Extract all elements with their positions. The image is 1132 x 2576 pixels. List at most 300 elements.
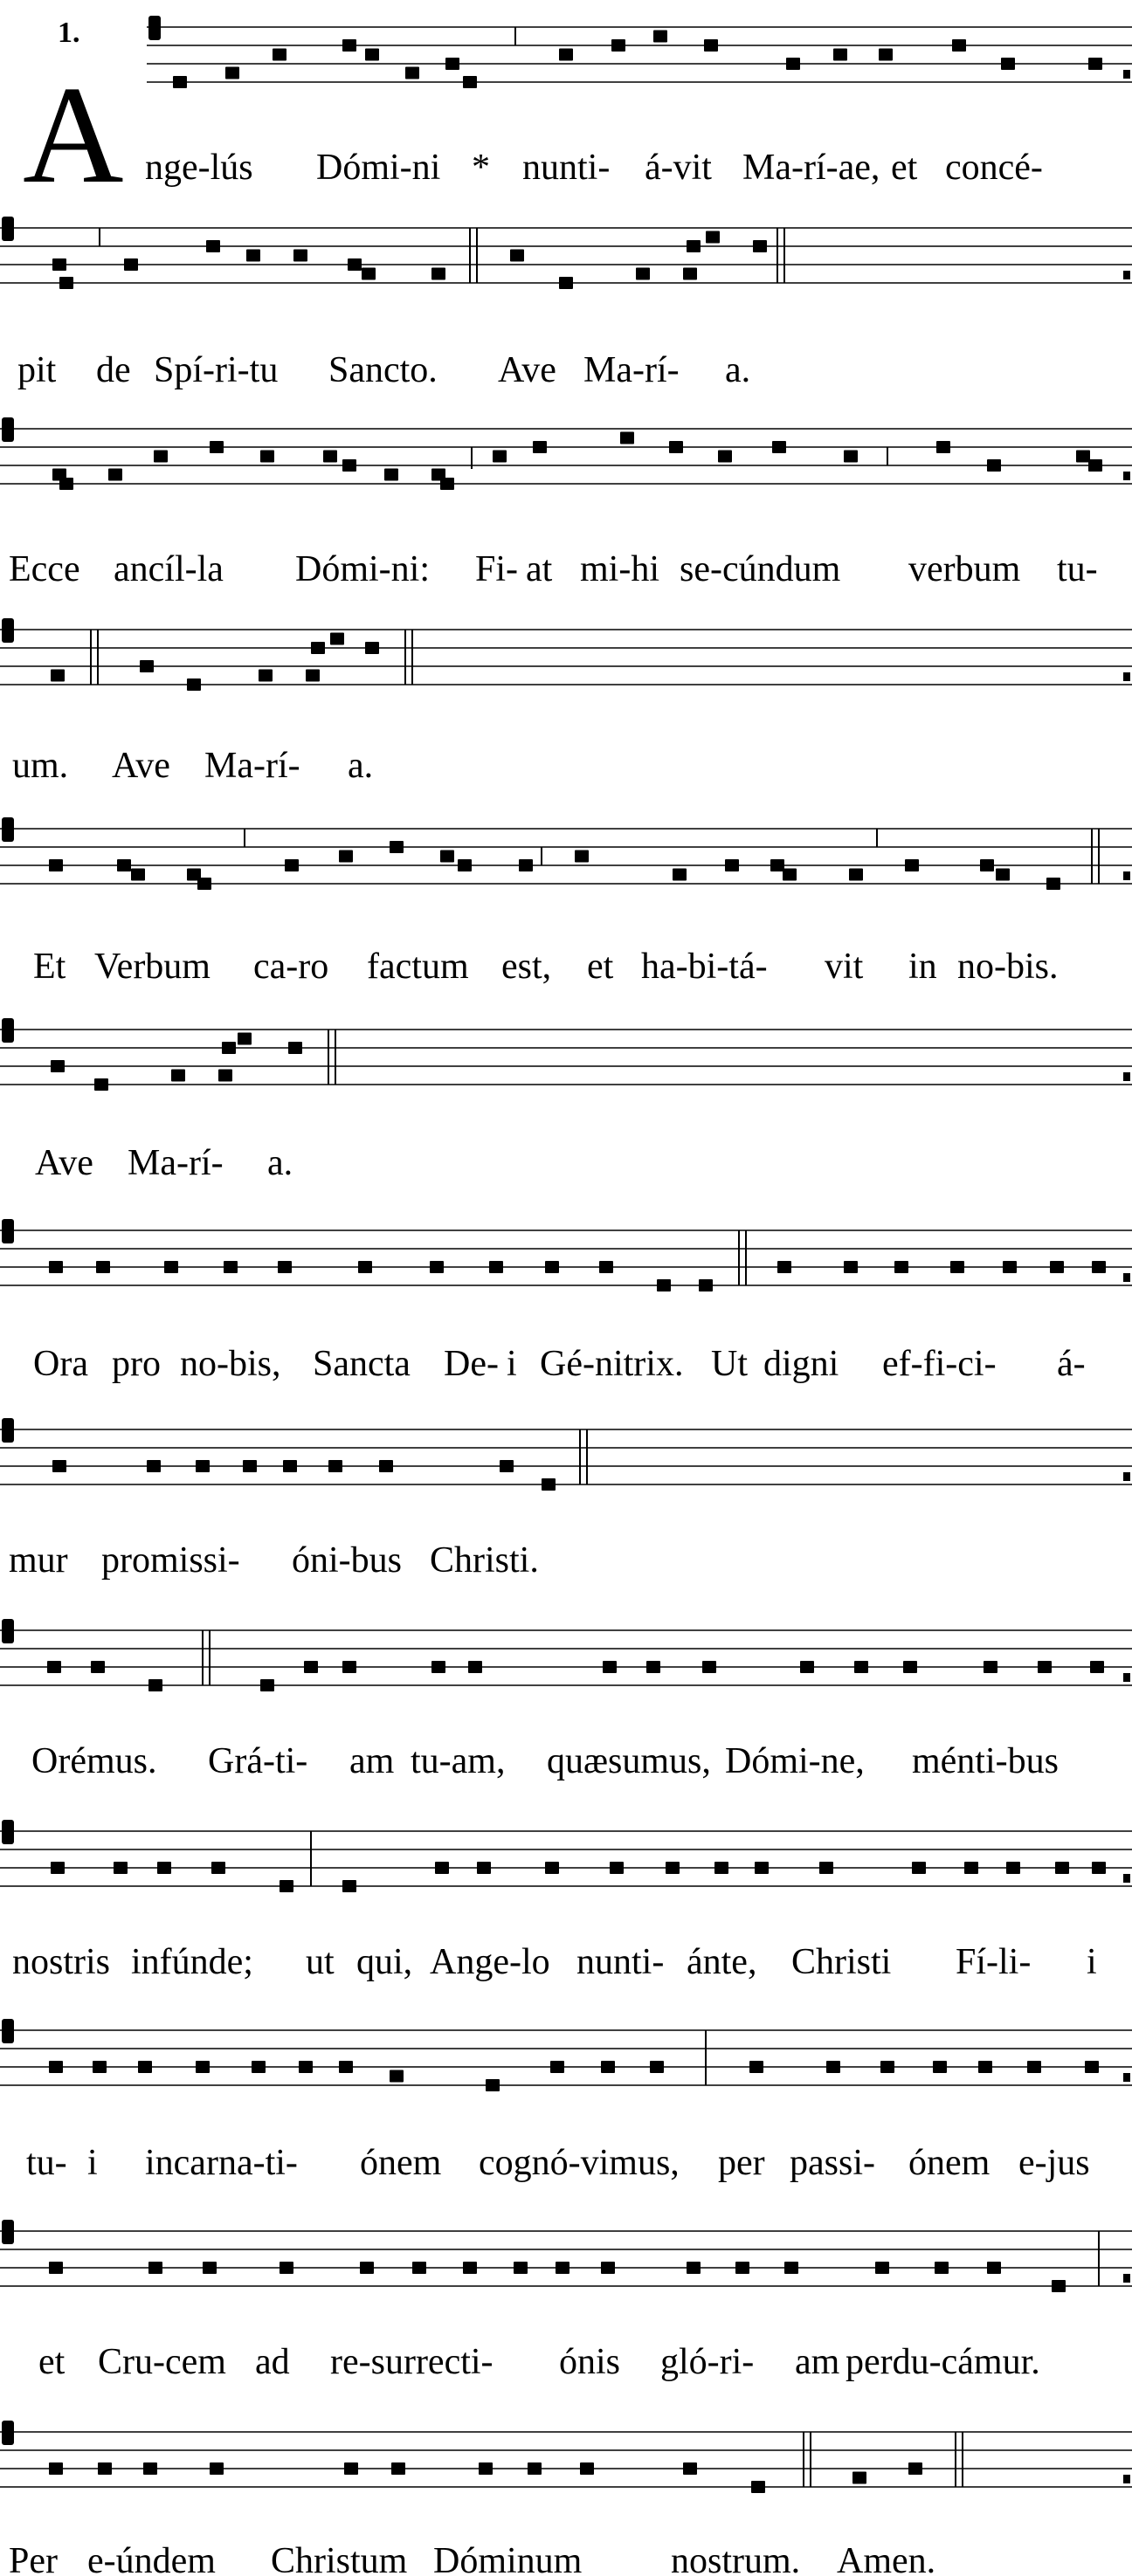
syllable: Ma-rí-	[583, 350, 680, 390]
neume-punctum	[379, 1460, 393, 1472]
neume-punctum	[225, 67, 239, 79]
syllable: Et	[33, 947, 66, 987]
syllable: pro	[112, 1344, 161, 1384]
lyric-line-2	[17, 350, 750, 390]
neume-punctum	[1088, 58, 1102, 70]
syllable: perdu-cámur.	[846, 2342, 1040, 2382]
neume-punctum	[849, 869, 863, 881]
syllable: e-jus	[1018, 2143, 1090, 2183]
lyric-line-1	[145, 148, 1043, 188]
neume-punctum	[173, 76, 187, 88]
neume-punctum	[288, 1042, 302, 1054]
neume-punctum	[1088, 459, 1102, 472]
neume-punctum	[772, 441, 786, 453]
syllable: per	[718, 2143, 765, 2183]
neume-punctum	[171, 1070, 185, 1082]
syllable: ha-bi-tá-	[641, 947, 768, 987]
neume-punctum	[358, 1261, 372, 1273]
neume-punctum	[211, 1862, 225, 1874]
neume-punctum	[280, 1880, 293, 1892]
neume-punctum	[431, 1661, 445, 1673]
initial-letter: A	[23, 57, 124, 212]
neume-punctum	[666, 1862, 680, 1874]
syllable: digni	[763, 1344, 839, 1384]
neume-punctum	[405, 67, 419, 79]
neume-punctum	[339, 851, 353, 863]
neume-punctum	[528, 2462, 542, 2475]
neume-punctum	[278, 1261, 292, 1273]
neume-punctum	[1092, 1862, 1106, 1874]
syllable: Ange-lo	[430, 1942, 550, 1982]
syllable: concé-	[945, 148, 1043, 188]
syllable: re-surrecti-	[330, 2342, 494, 2382]
neume-punctum	[611, 39, 625, 52]
syllable: Sancta	[313, 1344, 411, 1384]
neume-punctum	[1038, 1661, 1052, 1673]
neume-punctum	[936, 441, 950, 453]
neume-punctum	[1090, 1661, 1104, 1673]
neume-punctum	[699, 1279, 713, 1291]
neume-punctum	[1006, 1862, 1020, 1874]
syllable: am	[349, 1741, 395, 1781]
syllable: e-úndem	[87, 2541, 216, 2576]
neume-punctum	[545, 1261, 559, 1273]
neume-punctum	[342, 39, 356, 52]
syllable: Christi	[791, 1942, 892, 1982]
syllable: nostrum.	[671, 2541, 801, 2576]
neume-punctum	[714, 1862, 728, 1874]
neume-punctum	[260, 451, 274, 463]
syllable: óni-bus	[292, 1540, 402, 1581]
custos-icon	[1123, 472, 1130, 480]
neume-punctum	[311, 642, 325, 654]
neume-punctum	[285, 859, 299, 871]
custos-icon	[1123, 1273, 1130, 1282]
neume-punctum	[164, 1261, 178, 1273]
neume-punctum	[218, 1070, 232, 1082]
neume-punctum	[131, 869, 145, 881]
neume-punctum	[440, 851, 454, 863]
neume-punctum	[348, 258, 362, 271]
custos-icon	[1123, 672, 1130, 681]
neume-punctum	[91, 1661, 105, 1673]
neume-punctum	[653, 31, 667, 43]
neume-punctum	[854, 1661, 868, 1673]
neume-punctum	[259, 670, 273, 682]
neume-punctum	[293, 250, 307, 262]
neume-punctum	[435, 1862, 449, 1874]
neume-punctum	[206, 240, 220, 252]
neume-punctum	[222, 1042, 236, 1054]
custos-icon	[1123, 871, 1130, 880]
lyric-line-13	[9, 2541, 935, 2576]
neume-punctum	[908, 2462, 922, 2475]
syllable: Sancto.	[328, 350, 438, 390]
c-clef-icon	[2, 2220, 14, 2244]
c-clef-icon	[2, 2421, 14, 2445]
custos-icon	[1123, 2274, 1130, 2283]
c-clef-icon	[2, 1619, 14, 1643]
syllable: Fi-	[475, 549, 519, 589]
syllable: nunti-	[522, 148, 611, 188]
neume-punctum	[108, 469, 122, 481]
neume-punctum	[510, 250, 524, 262]
lyric-line-9	[31, 1741, 1059, 1781]
neume-punctum	[786, 58, 800, 70]
syllable: tu-	[26, 2143, 67, 2183]
neume-punctum	[819, 1862, 833, 1874]
syllable: ancíl-la	[114, 549, 224, 589]
neume-punctum	[575, 851, 589, 863]
syllable: de	[96, 350, 131, 390]
syllable: am	[795, 2342, 840, 2382]
syllable: nostris	[12, 1942, 111, 1982]
neume-punctum	[463, 76, 477, 88]
syllable: um.	[12, 746, 69, 786]
neume-punctum	[93, 2061, 107, 2073]
lyric-line-5	[33, 947, 1059, 987]
neume-punctum	[833, 49, 847, 61]
neume-punctum	[987, 2262, 1001, 2274]
neume-punctum	[751, 2481, 765, 2493]
neume-punctum	[59, 277, 73, 289]
neume-punctum	[445, 58, 459, 70]
neume-punctum	[260, 1679, 274, 1691]
neume-punctum	[51, 1862, 65, 1874]
syllable: Gé-nitrix.	[540, 1344, 684, 1384]
syllable: Dómi-ne,	[725, 1741, 865, 1781]
neume-punctum	[493, 451, 507, 463]
neume-punctum	[283, 1460, 297, 1472]
syllable: no-bis.	[957, 947, 1059, 987]
syllable: Dóminum	[433, 2541, 583, 2576]
neume-punctum	[952, 39, 966, 52]
neume-punctum	[98, 2462, 112, 2475]
neume-punctum	[784, 2262, 798, 2274]
neume-punctum	[556, 2262, 569, 2274]
neume-punctum	[306, 670, 320, 682]
syllable: ónem	[908, 2143, 990, 2183]
neume-punctum	[147, 1460, 161, 1472]
neume-punctum	[486, 2079, 500, 2091]
neume-punctum	[610, 1862, 624, 1874]
neume-punctum	[984, 1661, 997, 1673]
syllable: ca-ro	[253, 947, 329, 987]
neume-punctum	[687, 2262, 701, 2274]
custos-icon	[1123, 70, 1130, 79]
neume-punctum	[852, 2472, 866, 2484]
syllable: qui,	[356, 1942, 413, 1982]
syllable: i	[507, 1344, 517, 1384]
custos-icon	[1123, 1072, 1130, 1081]
neume-punctum	[650, 2061, 664, 2073]
neume-punctum	[1003, 1261, 1017, 1273]
syllable: Orémus.	[31, 1741, 157, 1781]
syllable: Fí-li-	[956, 1942, 1032, 1982]
neume-punctum	[140, 660, 154, 672]
custos-icon	[1123, 1472, 1130, 1481]
neume-punctum	[360, 2262, 374, 2274]
syllable: Dómi-ni:	[295, 549, 430, 589]
neume-punctum	[463, 2262, 477, 2274]
neume-punctum	[430, 1261, 444, 1273]
syllable: Christi.	[430, 1540, 539, 1581]
lyric-line-7	[33, 1344, 1086, 1384]
neume-punctum	[280, 2262, 293, 2274]
c-clef-icon	[2, 618, 14, 643]
syllable: Christum	[271, 2541, 408, 2576]
c-clef-icon	[148, 16, 161, 40]
neume-punctum	[669, 441, 683, 453]
neume-punctum	[114, 1862, 128, 1874]
neume-punctum	[138, 2061, 152, 2073]
neume-punctum	[826, 2061, 840, 2073]
neume-punctum	[468, 1661, 482, 1673]
neume-punctum	[725, 859, 739, 871]
syllable: passi-	[790, 2143, 875, 2183]
neume-punctum	[912, 1862, 926, 1874]
lyric-line-8	[9, 1540, 539, 1581]
neume-punctum	[458, 859, 472, 871]
neume-punctum	[1050, 1261, 1064, 1273]
neume-punctum	[755, 1862, 769, 1874]
syllable: verbum	[908, 549, 1021, 589]
syllable: Ma-rí-ae,	[742, 148, 880, 188]
syllable: Amen.	[837, 2541, 936, 2576]
syllable: Ave	[498, 350, 556, 390]
neume-punctum	[187, 678, 201, 691]
neume-punctum	[683, 268, 697, 280]
neume-punctum	[978, 2061, 992, 2073]
neume-punctum	[243, 1460, 257, 1472]
syllable: *	[472, 148, 490, 188]
neume-punctum	[384, 469, 398, 481]
syllable: Ave	[112, 746, 170, 786]
neume-punctum	[601, 2262, 615, 2274]
syllable: factum	[367, 947, 469, 987]
neume-punctum	[49, 2262, 63, 2274]
syllable: Per	[9, 2541, 58, 2576]
neume-punctum	[273, 49, 286, 61]
syllable: vit	[825, 947, 864, 987]
syllable: et	[587, 947, 614, 987]
neume-punctum	[52, 1460, 66, 1472]
neume-punctum	[440, 478, 454, 490]
c-clef-icon	[2, 817, 14, 842]
neume-punctum	[412, 2262, 426, 2274]
neume-punctum	[559, 277, 573, 289]
syllable: a.	[267, 1143, 293, 1183]
neume-punctum	[599, 1261, 613, 1273]
neume-punctum	[749, 2061, 763, 2073]
neume-punctum	[94, 1078, 108, 1091]
neume-punctum	[933, 2061, 947, 2073]
neume-punctum	[550, 2061, 564, 2073]
syllable: Cru-cem	[98, 2342, 226, 2382]
syllable: in	[908, 947, 937, 987]
neume-punctum	[203, 2262, 217, 2274]
neume-punctum	[390, 2070, 404, 2083]
neume-punctum	[753, 240, 767, 252]
neume-punctum	[59, 478, 73, 490]
neume-punctum	[964, 1862, 978, 1874]
neume-punctum	[304, 1661, 318, 1673]
neume-punctum	[996, 869, 1010, 881]
syllable: i	[1087, 1942, 1097, 1982]
lyric-line-12	[38, 2342, 1040, 2382]
neume-punctum	[1092, 1261, 1106, 1273]
lyric-line-4	[12, 746, 373, 786]
neume-punctum	[603, 1661, 617, 1673]
neume-punctum	[1085, 2061, 1099, 2073]
syllable: ónis	[559, 2342, 621, 2382]
syllable: gló-ri-	[660, 2342, 755, 2382]
neume-punctum	[673, 869, 687, 881]
neume-punctum	[545, 1862, 559, 1874]
syllable: promissi-	[101, 1540, 240, 1581]
neume-punctum	[987, 459, 1001, 472]
neume-punctum	[342, 1880, 356, 1892]
neume-punctum	[49, 1261, 63, 1273]
piece-number: 1.	[58, 17, 80, 49]
neume-punctum	[683, 2462, 697, 2475]
neume-punctum	[844, 451, 858, 463]
neume-punctum	[1052, 2280, 1066, 2292]
syllable: mur	[9, 1540, 68, 1581]
custos-icon	[1123, 1874, 1130, 1883]
neume-punctum	[533, 441, 547, 453]
neume-punctum	[210, 2462, 224, 2475]
lyric-line-3	[9, 549, 1098, 589]
neume-punctum	[328, 1460, 342, 1472]
neume-punctum	[903, 1661, 917, 1673]
neume-punctum	[238, 1033, 252, 1045]
syllable: et	[891, 148, 918, 188]
neume-punctum	[770, 859, 784, 871]
neume-punctum	[196, 2061, 210, 2073]
custos-icon	[1123, 2475, 1130, 2483]
neume-punctum	[49, 2061, 63, 2073]
neume-punctum	[894, 1261, 908, 1273]
syllable: ménti-bus	[912, 1741, 1059, 1781]
neume-punctum	[196, 1460, 210, 1472]
neume-punctum	[124, 258, 138, 271]
neume-punctum	[735, 2262, 749, 2274]
neume-punctum	[980, 859, 994, 871]
neume-punctum	[704, 39, 718, 52]
neume-punctum	[210, 441, 224, 453]
lyric-line-6	[35, 1143, 293, 1183]
neume-punctum	[1001, 58, 1015, 70]
neume-punctum	[157, 1862, 171, 1874]
c-clef-icon	[2, 417, 14, 442]
syllable: Grá-ti-	[208, 1741, 308, 1781]
neume-punctum	[1027, 2061, 1041, 2073]
syllable: a.	[725, 350, 751, 390]
syllable: Ut	[711, 1344, 748, 1384]
syllable: mi-hi	[580, 549, 659, 589]
neume-punctum	[880, 2061, 894, 2073]
syllable: ánte,	[687, 1942, 757, 1982]
neume-punctum	[1076, 451, 1090, 463]
neume-punctum	[391, 2462, 405, 2475]
neume-punctum	[49, 2462, 63, 2475]
neume-punctum	[362, 268, 376, 280]
neume-punctum	[687, 240, 701, 252]
neume-punctum	[500, 1460, 514, 1472]
neume-punctum	[51, 1060, 65, 1072]
syllable: ónem	[360, 2143, 442, 2183]
neume-punctum	[800, 1661, 814, 1673]
syllable: ut	[306, 1942, 335, 1982]
syllable: cognó-vimus,	[479, 2143, 680, 2183]
neume-punctum	[783, 869, 797, 881]
syllable: Spí-ri-tu	[154, 350, 279, 390]
neume-punctum	[117, 859, 131, 871]
lyric-line-10	[12, 1942, 1097, 1982]
c-clef-icon	[2, 2019, 14, 2043]
syllable: quæsumus,	[547, 1741, 711, 1781]
neume-punctum	[844, 1261, 858, 1273]
neume-punctum	[197, 878, 211, 890]
neume-punctum	[875, 2262, 889, 2274]
syllable: se-cúndum	[680, 549, 841, 589]
neume-punctum	[559, 49, 573, 61]
custos-icon	[1123, 271, 1130, 279]
custos-icon	[1123, 1673, 1130, 1682]
syllable: Ma-rí-	[128, 1143, 224, 1183]
neume-punctum	[47, 1661, 61, 1673]
neume-punctum	[148, 2262, 162, 2274]
neume-punctum	[489, 1261, 503, 1273]
neume-punctum	[154, 451, 168, 463]
syllable: pit	[17, 350, 57, 390]
neume-punctum	[905, 859, 919, 871]
neume-punctum	[620, 432, 634, 444]
neume-punctum	[646, 1661, 660, 1673]
neume-punctum	[706, 231, 720, 244]
neume-punctum	[950, 1261, 964, 1273]
c-clef-icon	[2, 1219, 14, 1243]
neume-punctum	[342, 1661, 356, 1673]
syllable: ad	[255, 2342, 290, 2382]
neume-punctum	[96, 1261, 110, 1273]
syllable: tu-	[1057, 549, 1098, 589]
neume-punctum	[365, 49, 379, 61]
neume-punctum	[601, 2061, 615, 2073]
neume-punctum	[542, 1478, 556, 1491]
neume-punctum	[479, 2462, 493, 2475]
neume-punctum	[477, 1862, 491, 1874]
syllable: ef-fi-ci-	[882, 1344, 997, 1384]
syllable: i	[87, 2143, 98, 2183]
neume-punctum	[879, 49, 893, 61]
neume-punctum	[252, 2061, 266, 2073]
syllable: á-vit	[645, 148, 712, 188]
neume-punctum	[299, 2061, 313, 2073]
c-clef-icon	[2, 217, 14, 241]
c-clef-icon	[2, 1820, 14, 1844]
neume-punctum	[702, 1661, 716, 1673]
syllable: no-bis,	[180, 1344, 281, 1384]
neume-punctum	[224, 1261, 238, 1273]
syllable: De-	[444, 1344, 499, 1384]
neume-punctum	[580, 2462, 594, 2475]
c-clef-icon	[2, 1018, 14, 1043]
c-clef-icon	[2, 1418, 14, 1443]
neume-punctum	[431, 268, 445, 280]
neume-punctum	[1055, 1862, 1069, 1874]
